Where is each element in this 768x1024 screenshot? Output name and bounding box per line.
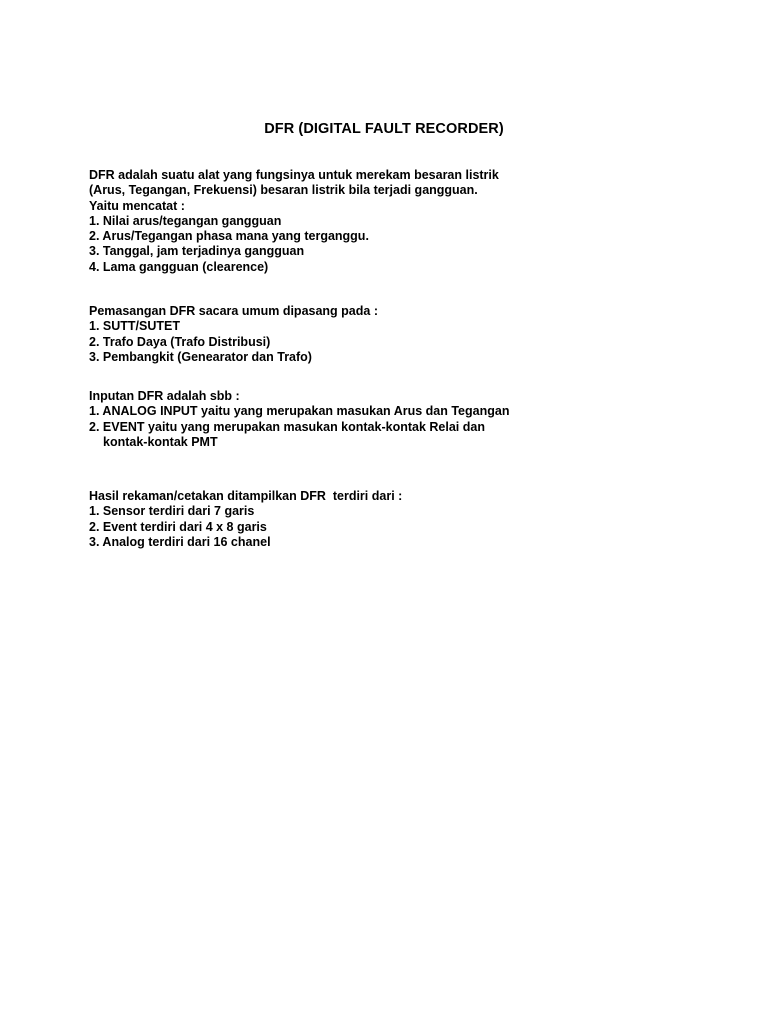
list-item: 3. Pembangkit (Genearator dan Trafo) xyxy=(89,349,312,364)
paragraph-line: (Arus, Tegangan, Frekuensi) besaran listrik bila terjadi gangguan. xyxy=(89,183,478,198)
section-inputs xyxy=(89,389,689,450)
list-item: 1. SUTT/SUTET xyxy=(89,319,180,334)
section-heading: Inputan DFR adalah sbb : xyxy=(89,389,240,403)
paragraph-line: DFR adalah suatu alat yang fungsinya untuk merekam besaran listrik xyxy=(89,168,499,182)
section-results xyxy=(89,489,689,550)
list-item: 2. Arus/Tegangan phasa mana yang terganggu. xyxy=(89,229,369,244)
list-item: 1. ANALOG INPUT yaitu yang merupakan masukan Arus dan Tegangan xyxy=(89,404,510,419)
section-installation xyxy=(89,304,689,365)
section-definition xyxy=(89,168,689,275)
section-heading: Pemasangan DFR sacara umum dipasang pada : xyxy=(89,304,378,318)
list-item-continuation: kontak-kontak PMT xyxy=(103,434,218,449)
paragraph-line: Yaitu mencatat : xyxy=(89,198,185,213)
list-item: 1. Sensor terdiri dari 7 garis xyxy=(89,504,255,519)
list-item: 3. Analog terdiri dari 16 chanel xyxy=(89,534,271,549)
list-item: 3. Tanggal, jam terjadinya gangguan xyxy=(89,244,305,259)
list-item: 4. Lama gangguan (clearence) xyxy=(89,259,269,274)
list-item: 2. EVENT yaitu yang merupakan masukan kontak-kontak Relai dan xyxy=(89,419,485,434)
section-heading: Hasil rekaman/cetakan ditampilkan DFR terdiri dari : xyxy=(89,489,403,503)
document-title: DFR (DIGITAL FAULT RECORDER) xyxy=(264,121,504,137)
list-item: 1. Nilai arus/tegangan gangguan xyxy=(89,213,282,228)
list-item: 2. Event terdiri dari 4 x 8 garis xyxy=(89,519,267,534)
list-item: 2. Trafo Daya (Trafo Distribusi) xyxy=(89,334,271,349)
